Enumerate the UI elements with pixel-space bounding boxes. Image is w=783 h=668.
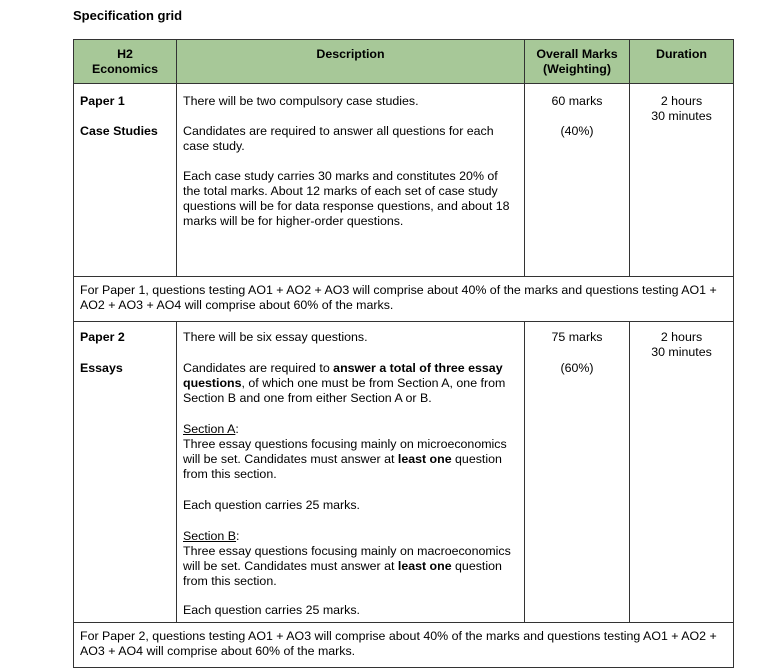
paper1-duration-line2: 30 minutes (651, 109, 712, 123)
paper2-duration-cell (630, 322, 734, 623)
paper2-marks: 75 marks (551, 330, 603, 344)
section-a-pre: Three essay questions focusing mainly on microeconomics will be set. Candidates must answer at (183, 437, 507, 466)
paper1-type: Case Studies (80, 124, 158, 138)
header-marks-line1: Overall Marks (536, 47, 618, 61)
section-b-title (183, 529, 518, 544)
paper2-duration-line2: 30 minutes (651, 345, 712, 359)
section-a-post: question from this section. (183, 452, 502, 481)
paper1-duration-cell (630, 84, 734, 277)
paper1-duration-line1: 2 hours (660, 94, 703, 108)
paper2-type: Essays (80, 361, 123, 375)
paper1-name-cell (74, 84, 177, 277)
page-heading: Specification grid (73, 8, 183, 23)
header-row (74, 40, 734, 84)
paper1-row (74, 84, 734, 277)
section-a-title (183, 422, 518, 437)
paper1-note-row (74, 277, 734, 322)
header-marks (525, 40, 630, 84)
paper2-duration-line1: 2 hours (660, 330, 703, 344)
section-a-bold: least one (397, 452, 452, 466)
paper2-weighting: (60%) (560, 361, 594, 375)
section-b-title-text: Section B (183, 529, 237, 543)
header-marks-line2: (Weighting) (543, 62, 611, 76)
paper1-name: Paper 1 (80, 94, 125, 108)
header-description (177, 40, 525, 84)
paper1-marks: 60 marks (551, 94, 603, 108)
paper1-marks-cell (525, 84, 630, 277)
header-subject-line2: Economics (91, 62, 159, 76)
section-a-title-colon: : (235, 422, 239, 436)
section-a-title-text: Section A (183, 422, 236, 436)
specification-grid (73, 39, 734, 668)
paper2-note-row (74, 623, 734, 668)
header-duration-label: Duration (656, 47, 707, 61)
section-a-text (183, 437, 518, 482)
section-a-marks: Each question carries 25 marks. (183, 498, 360, 512)
paper1-description-cell (177, 84, 525, 277)
section-b-marks: Each question carries 25 marks. (183, 603, 360, 617)
header-description-label: Description (316, 47, 385, 61)
header-duration (630, 40, 734, 84)
section-b-bold: least one (397, 559, 452, 573)
paper2-marks-cell (525, 322, 630, 623)
paper1-desc1: There will be two compulsory case studies. (183, 94, 419, 108)
section-b-post: question from this section. (183, 559, 502, 588)
section-b-title-colon: : (236, 529, 240, 543)
header-subject (74, 40, 177, 84)
paper2-row (74, 322, 734, 623)
paper2-desc2-post: , of which one must be from Section A, one from Section B and one from either Section A or B. (183, 376, 506, 405)
paper1-desc3: Each case study carries 30 marks and constitutes 20% of the total marks. About 12 marks of each set of case study questions will be for data response questions, and about 18 marks will be for higher-order questions. (183, 169, 510, 228)
paper2-name: Paper 2 (80, 330, 125, 344)
paper2-desc2 (183, 361, 518, 406)
paper1-desc2: Candidates are required to answer all questions for each case study. (183, 124, 494, 153)
paper2-desc2-pre: Candidates are required to (183, 361, 334, 375)
paper2-desc2-bold: answer a total of three essay questions (183, 361, 503, 390)
paper2-note: For Paper 2, questions testing AO1 + AO3 will comprise about 40% of the marks and questions testing AO1 + AO2 + AO3 + AO4 will comprise about 60% of the marks. (74, 623, 734, 668)
paper1-note: For Paper 1, questions testing AO1 + AO2 + AO3 will comprise about 40% of the marks and questions testing AO1 + AO2 + AO3 + AO4 will comprise about 60% of the marks. (74, 277, 734, 322)
paper2-desc1: There will be six essay questions. (183, 330, 368, 344)
section-b-text (183, 544, 518, 589)
section-b-pre: Three essay questions focusing mainly on macroeconomics will be set. Candidates must answer at (183, 544, 511, 573)
header-subject-line1: H2 (117, 47, 133, 61)
paper1-weighting: (40%) (560, 124, 594, 138)
paper2-description-cell (177, 322, 525, 623)
paper2-name-cell (74, 322, 177, 623)
